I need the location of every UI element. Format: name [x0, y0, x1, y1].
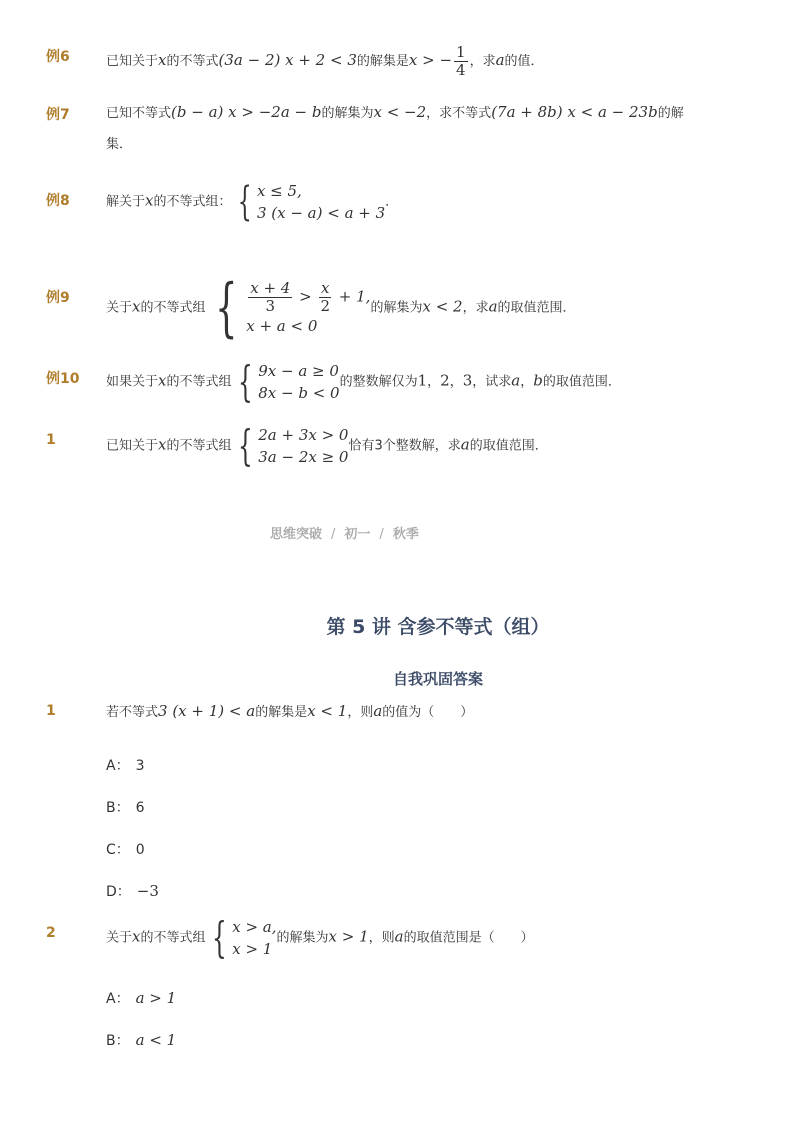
option-b[interactable]: B： 6 — [106, 800, 145, 816]
question-1-text: 若不等式3 (x + 1) < a的解集是x < 1，则a的值为（ ） — [106, 702, 474, 720]
question-label: 1 — [46, 703, 56, 719]
example-label: 例7 — [46, 107, 70, 123]
fraction: $\frac{1}{4}$ — [456, 43, 466, 79]
example-label: 例6 — [46, 49, 70, 65]
lecture-title: 第 5 讲 含参不等式（组） — [326, 616, 550, 638]
page-footer: 思维突破 / 初一 / 秋季 — [270, 527, 419, 542]
inequality-system: { 2a + 3x > 0 3a − 2x ≥ 0 — [237, 421, 349, 470]
example-10-text: 如果关于x的不等式组 { 9x − a ≥ 0 8x − b < 0 的整数解仅为1，2，3，试求a，b的取值范围． — [106, 357, 621, 406]
question-label: 2 — [46, 925, 56, 941]
question-2-text: 关于x的不等式组 { x > a, x > 1 的解集为x > 1，则a的取值范围是（ ） — [106, 913, 534, 962]
example-9-text: 关于x的不等式组 { $\frac{x + 4}{3}$ > $\frac{x}{2}$ + 1, x + a < 0 的解集为x < 2，求a的取值范围． — [106, 271, 576, 345]
brace-icon: { — [211, 913, 227, 962]
brace-icon: { — [214, 271, 238, 345]
problem-1-text: 已知关于x的不等式组 { 2a + 3x > 0 3a − 2x ≥ 0 恰有3个整数解，求a的取值范围． — [106, 421, 548, 470]
example-7-text: 已知不等式(b − a) x > −2a − b的解集为x < −2，求不等式(7a + 8b) x < a − 23b的解 — [106, 103, 684, 121]
example-label: 例9 — [46, 290, 70, 306]
option-b[interactable]: B： a < 1 — [106, 1031, 177, 1049]
brace-icon: { — [237, 421, 253, 470]
section-title: 自我巩固答案 — [393, 670, 484, 688]
example-7-text-cont: 集． — [106, 137, 133, 152]
inequality-system: { x ≤ 5, 3 (x − a) < a + 3 — [237, 179, 386, 225]
example-label: 例10 — [46, 371, 80, 387]
inequality-system: { $\frac{x + 4}{3}$ > $\frac{x}{2}$ + 1, x + a < 0 — [214, 271, 371, 345]
brace-icon: { — [237, 179, 252, 225]
option-a[interactable]: A： a > 1 — [106, 989, 177, 1007]
example-6-text: 已知关于x的不等式(3a − 2) x + 2 < 3的解集是x > − $\frac{1}{4}$ ，求a的值． — [106, 43, 544, 79]
brace-icon: { — [237, 357, 253, 406]
inequality-system: { 9x − a ≥ 0 8x − b < 0 — [237, 357, 340, 406]
option-c[interactable]: C： 0 — [106, 842, 145, 858]
inequality-system: { x > a, x > 1 — [211, 913, 277, 962]
example-label: 例8 — [46, 193, 70, 209]
option-a[interactable]: A： 3 — [106, 758, 145, 774]
option-d[interactable]: D： −3 — [106, 882, 159, 900]
example-8-text: 解关于x的不等式组： { x ≤ 5, 3 (x − a) < a + 3 ． — [106, 179, 399, 225]
problem-label: 1 — [46, 432, 56, 448]
